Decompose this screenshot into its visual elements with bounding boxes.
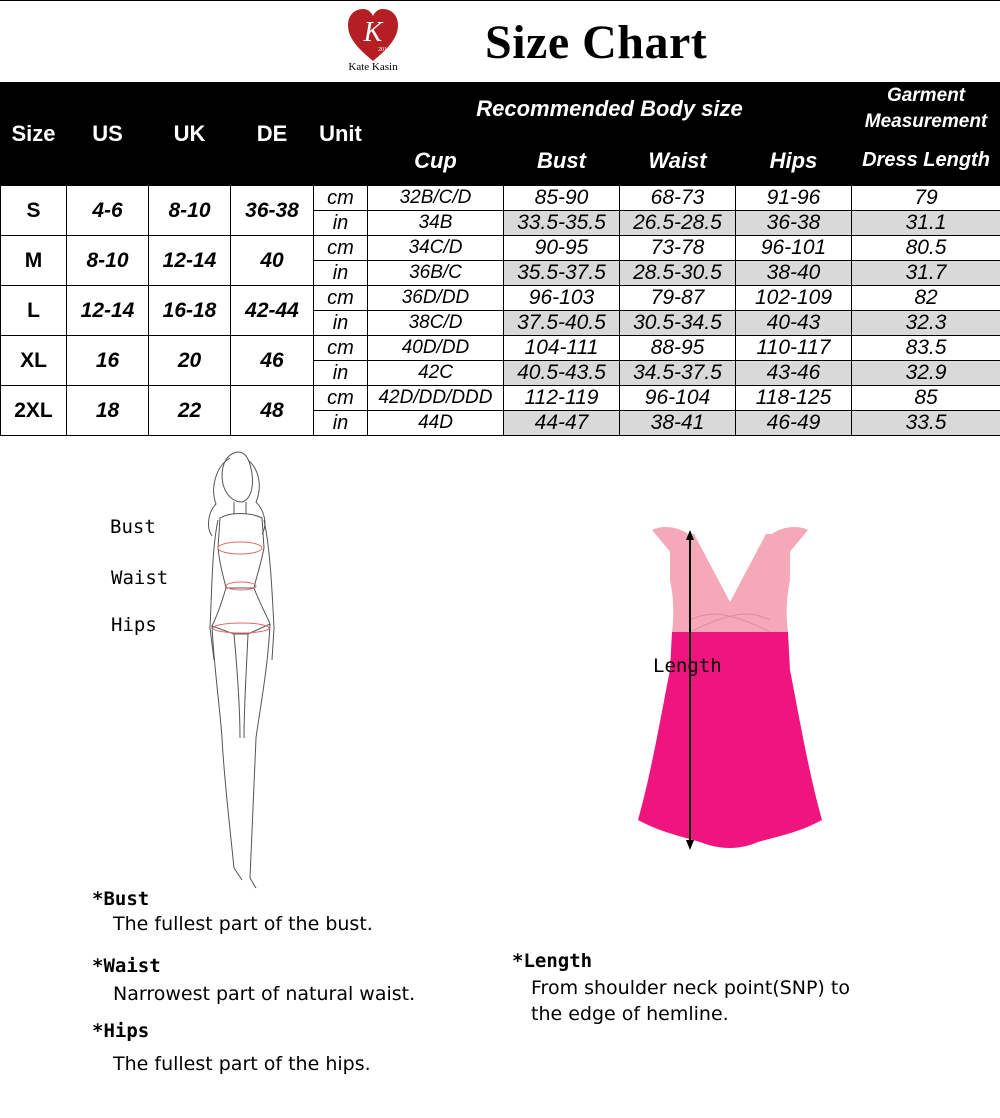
cell-size: L [1, 286, 67, 336]
cell-in-bust: 44-47 [504, 411, 620, 436]
cell-in-length: 32.9 [852, 361, 1000, 386]
cell-cm-unit: cm [314, 286, 368, 311]
cell-in-hips: 38-40 [736, 261, 852, 286]
cell-in-length: 32.3 [852, 311, 1000, 336]
cell-in-hips: 46-49 [736, 411, 852, 436]
title-bar [0, 0, 1000, 82]
cell-cm-cup: 40D/DD [368, 336, 504, 361]
cell-de: 42-44 [231, 286, 314, 336]
cell-de: 48 [231, 386, 314, 436]
cell-in-length: 31.1 [852, 211, 1000, 236]
cell-size: XL [1, 336, 67, 386]
brand-logo [338, 7, 408, 81]
header-us: US [67, 83, 149, 186]
cell-uk: 22 [149, 386, 231, 436]
cell-cm-cup: 42D/DD/DDD [368, 386, 504, 411]
cell-cm-length: 80.5 [852, 236, 1000, 261]
cell-cm-unit: cm [314, 336, 368, 361]
cell-cm-hips: 102-109 [736, 286, 852, 311]
cell-uk: 20 [149, 336, 231, 386]
label-bust: Bust [110, 516, 156, 538]
cell-de: 46 [231, 336, 314, 386]
cell-cm-length: 82 [852, 286, 1000, 311]
cell-de: 36-38 [231, 186, 314, 236]
header-size: Size [1, 83, 67, 186]
cell-cm-cup: 34C/D [368, 236, 504, 261]
table-row [1, 236, 1000, 261]
cell-cm-waist: 96-104 [620, 386, 736, 411]
cell-cm-bust: 112-119 [504, 386, 620, 411]
cell-cm-waist: 79-87 [620, 286, 736, 311]
cell-cm-hips: 96-101 [736, 236, 852, 261]
table-row [1, 186, 1000, 211]
cell-in-unit: in [314, 311, 368, 336]
note-length-text: From shoulder neck point(SNP) to the edge of hemline. [531, 977, 850, 1025]
cell-cm-unit: cm [314, 386, 368, 411]
label-waist: Waist [111, 567, 169, 589]
table-row [1, 286, 1000, 311]
cell-cm-waist: 88-95 [620, 336, 736, 361]
page-title: Size Chart [485, 16, 708, 69]
cell-cm-bust: 96-103 [504, 286, 620, 311]
label-length: Length [653, 655, 722, 677]
cell-in-hips: 43-46 [736, 361, 852, 386]
cell-in-cup: 34B [368, 211, 504, 236]
cell-cm-bust: 90-95 [504, 236, 620, 261]
cell-cm-bust: 85-90 [504, 186, 620, 211]
label-hips: Hips [111, 614, 157, 636]
cell-size: M [1, 236, 67, 286]
size-chart-table [0, 82, 1000, 436]
cell-in-waist: 38-41 [620, 411, 736, 436]
cell-us: 16 [67, 336, 149, 386]
cell-in-cup: 44D [368, 411, 504, 436]
header-hips: Hips [736, 136, 852, 186]
cell-us: 18 [67, 386, 149, 436]
note-hips-title: *Hips [92, 1020, 150, 1042]
cell-cm-cup: 32B/C/D [368, 186, 504, 211]
header-bust: Bust [504, 136, 620, 186]
cell-cm-length: 85 [852, 386, 1000, 411]
cell-cm-cup: 36D/DD [368, 286, 504, 311]
cell-us: 12-14 [67, 286, 149, 336]
cell-cm-length: 83.5 [852, 336, 1000, 361]
cell-in-bust: 37.5-40.5 [504, 311, 620, 336]
cell-in-waist: 26.5-28.5 [620, 211, 736, 236]
brand-name: Kate Kasin [348, 61, 398, 73]
cell-in-length: 31.7 [852, 261, 1000, 286]
header-recommended: Recommended Body size [368, 83, 852, 136]
cell-in-bust: 33.5-35.5 [504, 211, 620, 236]
header-de: DE [231, 83, 314, 186]
header-unit: Unit [314, 83, 368, 186]
note-hips-text: The fullest part of the hips. [113, 1053, 371, 1075]
cell-cm-hips: 118-125 [736, 386, 852, 411]
cell-cm-waist: 73-78 [620, 236, 736, 261]
note-bust-title: *Bust [92, 888, 150, 910]
cell-uk: 8-10 [149, 186, 231, 236]
table-row [1, 336, 1000, 361]
cell-in-waist: 28.5-30.5 [620, 261, 736, 286]
cell-in-cup: 38C/D [368, 311, 504, 336]
cell-de: 40 [231, 236, 314, 286]
cell-cm-length: 79 [852, 186, 1000, 211]
cell-in-unit: in [314, 411, 368, 436]
note-bust-text: The fullest part of the bust. [113, 913, 373, 935]
cell-in-unit: in [314, 361, 368, 386]
dress-illustration [630, 520, 830, 860]
cell-in-unit: in [314, 261, 368, 286]
header-cup: Cup [368, 136, 504, 186]
cell-uk: 16-18 [149, 286, 231, 336]
cell-cm-hips: 91-96 [736, 186, 852, 211]
cell-in-cup: 36B/C [368, 261, 504, 286]
cell-in-waist: 30.5-34.5 [620, 311, 736, 336]
cell-us: 4-6 [67, 186, 149, 236]
cell-in-unit: in [314, 211, 368, 236]
table-row [1, 386, 1000, 411]
note-waist-title: *Waist [92, 955, 161, 977]
cell-in-length: 33.5 [852, 411, 1000, 436]
header-waist: Waist [620, 136, 736, 186]
cell-uk: 12-14 [149, 236, 231, 286]
cell-in-bust: 40.5-43.5 [504, 361, 620, 386]
note-waist-text: Narrowest part of natural waist. [113, 983, 416, 1005]
cell-in-hips: 36-38 [736, 211, 852, 236]
heart-logo-icon [346, 7, 400, 63]
note-length-title: *Length [512, 950, 593, 972]
cell-cm-unit: cm [314, 186, 368, 211]
brand-mark: K [363, 17, 383, 48]
cell-cm-bust: 104-111 [504, 336, 620, 361]
cell-size: S [1, 186, 67, 236]
cell-us: 8-10 [67, 236, 149, 286]
cell-in-bust: 35.5-37.5 [504, 261, 620, 286]
cell-in-hips: 40-43 [736, 311, 852, 336]
cell-in-waist: 34.5-37.5 [620, 361, 736, 386]
cell-cm-unit: cm [314, 236, 368, 261]
cell-in-cup: 42C [368, 361, 504, 386]
cell-cm-hips: 110-117 [736, 336, 852, 361]
cell-cm-waist: 68-73 [620, 186, 736, 211]
body-figure-illustration [190, 448, 310, 893]
header-uk: UK [149, 83, 231, 186]
header-dress-length: Dress Length [852, 136, 1000, 186]
header-garment: Garment Measurement [852, 83, 1000, 136]
brand-year: 2015 [378, 47, 390, 53]
cell-size: 2XL [1, 386, 67, 436]
